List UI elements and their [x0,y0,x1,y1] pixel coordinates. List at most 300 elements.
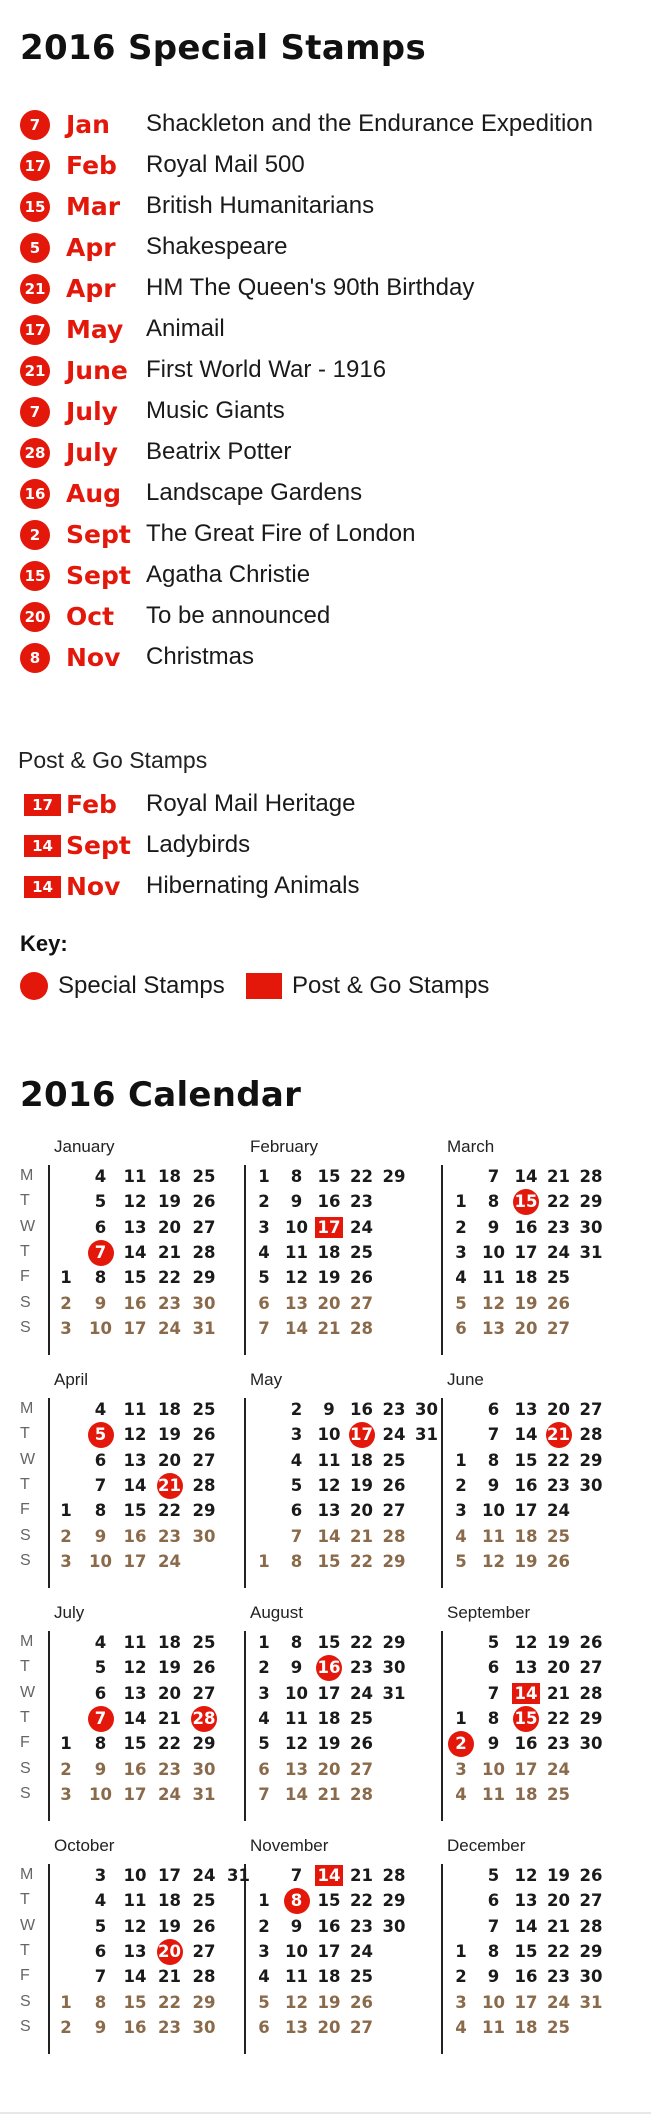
day-number [87,1993,115,2012]
weekday-label: W [20,1916,36,1934]
day-number-text: 29 [382,1633,406,1652]
day-number [87,1552,115,1571]
day-number [348,1319,376,1338]
month-april [20,1370,220,1590]
day-number-text: 28 [579,1916,603,1936]
date-circle-badge: 2 [20,520,50,550]
day-number [512,1917,540,1936]
day-number [315,1400,343,1419]
day-number [87,1633,115,1652]
day-number [52,1501,80,1520]
day-number [121,1684,149,1703]
day-number-text: 4 [94,1167,107,1186]
day-number-text: 5 [455,1551,467,1571]
day-number-text: 29 [192,1992,216,2012]
day-number [190,1501,218,1520]
day-number [52,1734,80,1753]
day-number-text: 30 [192,2017,216,2037]
day-number [250,1785,278,1804]
day-number-text: 30 [579,1475,603,1495]
day-number-text: 29 [192,1501,216,1521]
day-number [348,1785,376,1804]
day-number-text: 16 [514,1217,538,1237]
day-number-text: 11 [482,2017,505,2037]
post-go-day [315,1866,343,1885]
day-number [545,1476,573,1495]
day-number-text: 23 [350,1916,373,1936]
day-number-text: 4 [455,1784,467,1804]
day-number [577,1400,605,1419]
day-number [348,1866,376,1885]
weekday-label: T [20,1941,30,1959]
day-number [190,1633,218,1652]
day-number-text: 1 [455,1450,467,1470]
day-number [156,1425,184,1444]
day-number [577,1243,605,1262]
day-number-text: 26 [192,1658,216,1678]
day-number [121,1993,149,2012]
day-number [512,1425,540,1444]
day-number-text: 21 [547,1683,570,1703]
day-number-text: 31 [227,1866,250,1885]
day-number-text: 3 [455,1759,467,1779]
day-number [512,1760,540,1779]
month-rule [48,1631,50,1821]
day-number-text: 23 [547,1967,570,1987]
weekday-label: S [20,1551,31,1569]
day-number [447,1527,475,1546]
day-number [348,1192,376,1211]
day-number [250,2018,278,2037]
day-number-text: 26 [192,1916,216,1936]
day-number [283,1866,311,1885]
day-number [577,1425,605,1444]
weekday-label: S [20,1293,31,1311]
weekday-label: S [20,1784,31,1802]
day-number-text: 2 [258,1192,270,1212]
day-number [480,1167,508,1186]
day-number [250,1942,278,1961]
day-number-text: 21 [158,1242,181,1262]
day-number-text: 12 [317,1475,341,1495]
date-circle-badge: 15 [20,561,50,591]
day-number-text: 12 [482,1551,505,1571]
day-number [156,1400,184,1419]
date-circle-badge: 8 [20,643,50,673]
day-number [121,1785,149,1804]
day-number [121,1218,149,1237]
day-number [315,1243,343,1262]
day-number [190,1658,218,1677]
day-number [348,1891,376,1910]
day-number [348,1760,376,1779]
issue-title: Shackleton and the Endurance Expedition [146,110,593,137]
day-number-text: 9 [487,1475,500,1495]
month-february [250,1137,450,1357]
day-number-text: 12 [123,1916,147,1936]
weekday-label: S [20,1526,31,1544]
day-number-text: 16 [350,1400,373,1419]
day-number-text: 17 [158,1866,181,1885]
day-number-text: 12 [123,1658,147,1678]
day-number-text: 13 [285,2017,308,2037]
day-number-text: 12 [285,1268,308,1288]
day-number [250,1218,278,1237]
day-number [315,1552,343,1571]
day-number-text: 10 [285,1217,308,1237]
day-number-text: 14 [317,1866,341,1885]
day-number [283,1552,311,1571]
special-stamp-day [190,1709,218,1728]
day-number-text: 7 [290,1526,303,1546]
day-number [190,1967,218,1986]
issue-title: Landscape Gardens [146,479,363,506]
month-rule [441,1864,443,2054]
weekday-label: S [20,1992,31,2010]
day-number [283,1785,311,1804]
day-number-text: 26 [192,1425,216,1445]
day-number [190,1400,218,1419]
day-number [512,1319,540,1338]
issue-title: British Humanitarians [146,192,375,219]
day-number [480,1319,508,1338]
day-number-text: 1 [60,1501,72,1521]
day-number-text: 13 [285,1759,308,1779]
day-number-text: 21 [158,1967,181,1987]
day-number [480,1917,508,1936]
special-stamp-day [87,1425,115,1444]
day-number [315,1993,343,2012]
day-number-text: 21 [547,1916,570,1936]
day-number-text: 14 [123,1475,147,1495]
day-number-text: 20 [158,1941,181,1961]
day-number-text: 31 [382,1683,406,1703]
calendar-heading: 2016 Calendar [20,1075,302,1115]
day-number [447,1192,475,1211]
day-number [190,1891,218,1910]
day-number-text: 12 [285,1734,308,1754]
key-label: Key: [20,931,68,956]
day-number [283,1476,311,1495]
day-number-text: 3 [60,1551,72,1571]
day-number-text: 22 [350,1551,373,1571]
day-number-text: 27 [382,1501,406,1521]
day-number-text: 22 [547,1708,570,1728]
month-name: July [54,1603,85,1622]
day-number [87,2018,115,2037]
day-number [315,1451,343,1470]
day-number [190,1319,218,1338]
day-number-text: 3 [455,1501,467,1521]
day-number-text: 29 [579,1708,603,1728]
day-number [190,1425,218,1444]
day-number-text: 28 [579,1425,603,1445]
day-number-text: 2 [455,1734,467,1754]
day-number [480,1400,508,1419]
day-number [190,1192,218,1211]
day-number-text: 11 [123,1167,147,1186]
day-number [190,1294,218,1313]
month-rule [244,1631,246,1821]
day-number-text: 15 [317,1551,341,1571]
day-number [577,1192,605,1211]
day-number-text: 29 [579,1941,603,1961]
day-number [87,1760,115,1779]
day-number-text: 3 [258,1217,270,1237]
day-number [156,1218,184,1237]
day-number-text: 16 [514,1734,538,1754]
day-number [447,1476,475,1495]
day-number [545,1192,573,1211]
day-number-text: 1 [60,1268,72,1288]
day-number [121,1866,149,1885]
day-number [447,1501,475,1520]
day-number-text: 6 [258,1759,270,1779]
day-number [283,1243,311,1262]
issue-month: May [66,315,124,344]
day-number [190,1167,218,1186]
day-number [121,1552,149,1571]
day-number-text: 19 [317,1734,341,1754]
day-number [315,1891,343,1910]
day-number [315,1319,343,1338]
day-number [52,1319,80,1338]
day-number [190,1243,218,1262]
day-number-text: 24 [350,1941,373,1961]
day-number [315,1425,343,1444]
issue-title: Animail [146,315,225,342]
day-number-text: 8 [290,1891,303,1911]
day-number [250,1967,278,1986]
month-january [20,1137,220,1357]
day-number-text: 12 [285,1992,308,2012]
day-number [121,1501,149,1520]
day-number-text: 15 [514,1941,538,1961]
day-number-text: 20 [547,1658,570,1678]
day-number [52,1785,80,1804]
day-number [121,1942,149,1961]
day-number-text: 5 [487,1633,500,1652]
day-number [380,1891,408,1910]
day-number-text: 6 [455,1318,467,1338]
day-number-text: 15 [123,1992,147,2012]
day-number [283,1319,311,1338]
month-march [447,1137,647,1357]
day-number-text: 5 [94,1916,107,1936]
month-august [250,1603,450,1823]
month-rule [441,1165,443,1355]
day-number-text: 10 [89,1784,112,1804]
day-number-text: 19 [158,1425,181,1445]
day-number-text: 19 [547,1633,570,1652]
day-number-text: 7 [94,1242,107,1262]
month-october [20,1836,250,2056]
day-number [156,1760,184,1779]
day-number-text: 31 [192,1318,216,1338]
day-number [87,1891,115,1910]
day-number [447,1218,475,1237]
date-circle-badge: 17 [20,151,50,181]
day-number [87,1167,115,1186]
month-november [250,1836,450,2056]
issue-title: Music Giants [146,397,285,424]
day-number [348,1243,376,1262]
day-number [512,1734,540,1753]
date-circle-badge: 5 [20,233,50,263]
day-number [577,1633,605,1652]
day-number-text: 27 [579,1658,603,1678]
day-number-text: 17 [317,1217,341,1237]
day-number-text: 7 [290,1866,303,1885]
day-number-text: 16 [514,1475,538,1495]
day-number [121,1319,149,1338]
day-number [190,1451,218,1470]
day-number [121,2018,149,2037]
weekday-label: M [20,1167,34,1184]
day-number-text: 23 [350,1658,373,1678]
month-name: April [54,1370,89,1389]
day-number-text: 1 [455,1941,467,1961]
day-number-text: 2 [290,1400,303,1419]
day-number [577,1218,605,1237]
weekday-label: F [20,1268,30,1286]
day-number-text: 27 [192,1941,216,1961]
day-number [283,1633,311,1652]
day-number-text: 10 [482,1242,505,1262]
day-number-text: 16 [123,1293,147,1313]
day-number-text: 27 [350,1293,373,1313]
day-number [52,1268,80,1287]
day-number [121,1734,149,1753]
day-number [380,1633,408,1652]
day-number [480,1760,508,1779]
day-number [156,1866,184,1885]
day-number-text: 31 [415,1425,438,1445]
day-number-text: 12 [123,1425,147,1445]
day-number-text: 25 [350,1967,373,1987]
day-number-text: 4 [455,1526,467,1546]
day-number [512,1451,540,1470]
day-number [156,1993,184,2012]
month-june [447,1370,647,1590]
date-circle-badge: 20 [20,602,50,632]
day-number [545,1993,573,2012]
day-number-text: 1 [60,1992,72,2012]
day-number-text: 19 [350,1475,373,1495]
day-number-text: 19 [158,1916,181,1936]
day-number-text: 9 [487,1967,500,1987]
day-number-text: 23 [382,1400,406,1419]
day-number-text: 14 [514,1167,538,1186]
date-square-badge: 14 [24,876,61,898]
day-number-text: 4 [258,1708,270,1728]
day-number-text: 6 [94,1941,107,1961]
day-number [545,1760,573,1779]
day-number [577,1866,605,1885]
day-number-text: 19 [514,1551,538,1571]
day-number [480,1294,508,1313]
day-number [87,1967,115,1986]
day-number [87,1684,115,1703]
day-number-text: 21 [158,1708,181,1728]
special-stamp-day [447,1734,475,1753]
day-number-text: 30 [192,1759,216,1779]
day-number [250,1658,278,1677]
month-rule [48,1165,50,1355]
day-number [156,1967,184,1986]
day-number [545,1167,573,1186]
day-number [577,1658,605,1677]
day-number [480,1476,508,1495]
day-number [121,1294,149,1313]
day-number-text: 7 [258,1318,270,1338]
weekday-label: T [20,1658,30,1676]
day-number-text: 28 [350,1784,373,1804]
day-number-text: 10 [482,1992,505,2012]
day-number-text: 8 [94,1734,107,1754]
day-number [577,1451,605,1470]
day-number [190,1760,218,1779]
day-number-text: 2 [60,1526,72,1546]
day-number [512,1942,540,1961]
day-number [315,1760,343,1779]
day-number [545,1684,573,1703]
day-number-text: 25 [192,1633,216,1652]
day-number [380,1684,408,1703]
day-number [512,1400,540,1419]
issue-month: Jan [66,110,110,139]
day-number [156,1785,184,1804]
day-number [348,1218,376,1237]
day-number [545,1268,573,1287]
day-number-text: 23 [350,1192,373,1212]
day-number [380,1658,408,1677]
month-name: June [447,1370,484,1389]
day-number [512,1552,540,1571]
weekday-label: T [20,1425,30,1443]
day-number-text: 17 [317,1683,341,1703]
day-number-text: 17 [123,1551,147,1571]
day-number [348,1942,376,1961]
day-number-text: 15 [514,1192,538,1212]
day-number [480,1785,508,1804]
weekday-label: M [20,1866,34,1883]
day-number-text: 29 [382,1167,406,1186]
day-number-text: 21 [158,1475,181,1495]
day-number-text: 17 [317,1941,341,1961]
day-number [512,1167,540,1186]
day-number-text: 22 [158,1992,181,2012]
day-number-text: 13 [123,1683,147,1703]
day-number-text: 4 [455,2017,467,2037]
day-number-text: 14 [285,1784,308,1804]
day-number [283,1400,311,1419]
day-number [52,1552,80,1571]
day-number [512,1866,540,1885]
issue-title: Beatrix Potter [146,438,292,465]
day-number-text: 13 [514,1400,538,1419]
day-number-text: 19 [317,1268,341,1288]
issue-title: Royal Mail 500 [146,151,305,178]
day-number [545,1527,573,1546]
day-number-text: 17 [514,1992,538,2012]
day-number [156,1552,184,1571]
day-number [156,1501,184,1520]
day-number [545,1866,573,1885]
day-number [315,1633,343,1652]
day-number-text: 28 [382,1526,406,1546]
key-postgo [246,972,489,1000]
